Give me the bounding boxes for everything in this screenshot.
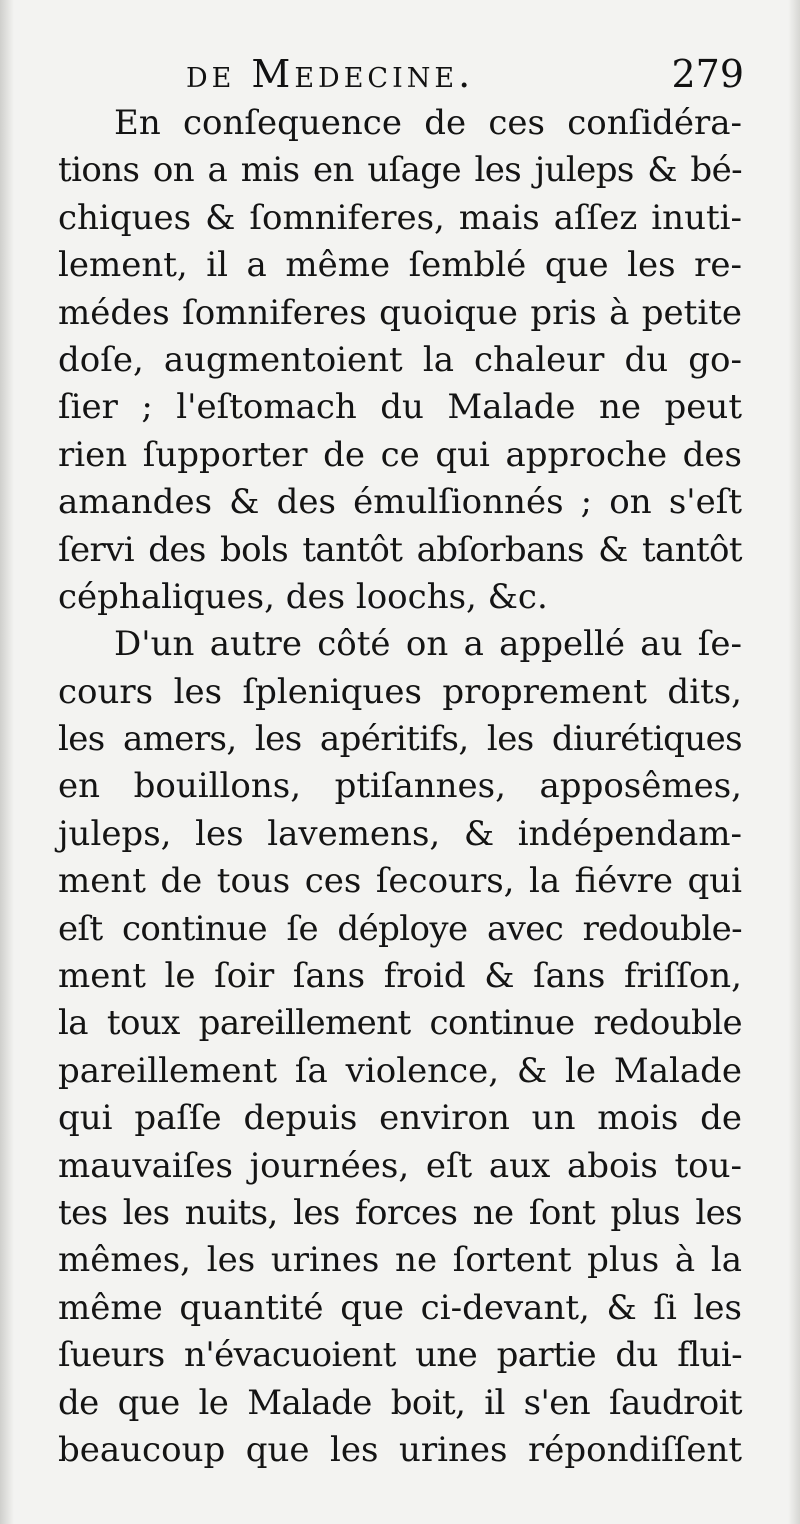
text-line: en bouillons, ptiſannes, apposêmes, [58, 766, 742, 807]
text-line: la toux pareillement continue redouble [58, 1003, 742, 1044]
text-line: cours les ſpleniques proprement dits, [58, 671, 742, 712]
text-line: ment le ſoir ſans froid & ſans friſſon, [58, 956, 742, 997]
text-line: mêmes, les urines ne ſortent plus à la [58, 1240, 742, 1281]
text-line: ſervi des bols tantôt abſorbans & tantôt [58, 529, 742, 570]
text-line: pareillement ſa violence, & le Malade [58, 1050, 742, 1091]
text-line: lement, il a même ſemblé que les re- [58, 245, 742, 286]
text-line: amandes & des émulſionnés ; on s'eſt [58, 482, 742, 523]
text-line: même quantité que ci-devant, & ſi les [58, 1287, 742, 1328]
text-line: En conſequence de ces conſidéra- [114, 103, 742, 143]
page-number: 279 [671, 52, 744, 96]
text-line: doſe, augmentoient la chaleur du go- [58, 339, 742, 380]
text-line: rien ſupporter de ce qui approche des [58, 434, 742, 475]
text-line: médes ſomniferes quoique pris à petite [58, 292, 742, 333]
paragraph [58, 100, 742, 621]
text-line: ment de tous ces ſecours, la fiévre qui [58, 861, 742, 902]
text-line: tions on a mis en uſage les juleps & bé- [58, 150, 742, 191]
page-header [186, 52, 746, 100]
text-line: de que le Malade boit, il s'en ſaudroit [58, 1382, 742, 1423]
text-line: qui paſſe depuis environ un mois de [58, 1098, 742, 1139]
text-line: ſier ; l'eſtomach du Malade ne peut [58, 387, 742, 428]
text-line: beaucoup que les urines répondiſſent [58, 1429, 742, 1470]
running-title: de Medecine. [186, 52, 475, 96]
body-text [58, 100, 742, 1474]
text-line: tes les nuits, les forces ne ſont plus les [58, 1192, 742, 1233]
text-line: céphaliques, des loochs, &c. [58, 576, 548, 617]
text-line: juleps, les lavemens, & indépendam- [58, 813, 742, 854]
paragraph [58, 621, 742, 1474]
text-line: les amers, les apéritifs, les diurétiques [58, 719, 742, 760]
text-line: D'un autre côté on a appellé au ſe- [114, 624, 742, 665]
text-line: chiques & ſomniferes, mais aſſez inuti- [58, 197, 742, 238]
text-line: ſueurs n'évacuoient une partie du flui- [58, 1335, 742, 1376]
text-line: mauvaiſes journées, eſt aux abois tou- [58, 1145, 742, 1186]
text-line: eſt continue ſe déploye avec redouble- [58, 908, 742, 949]
